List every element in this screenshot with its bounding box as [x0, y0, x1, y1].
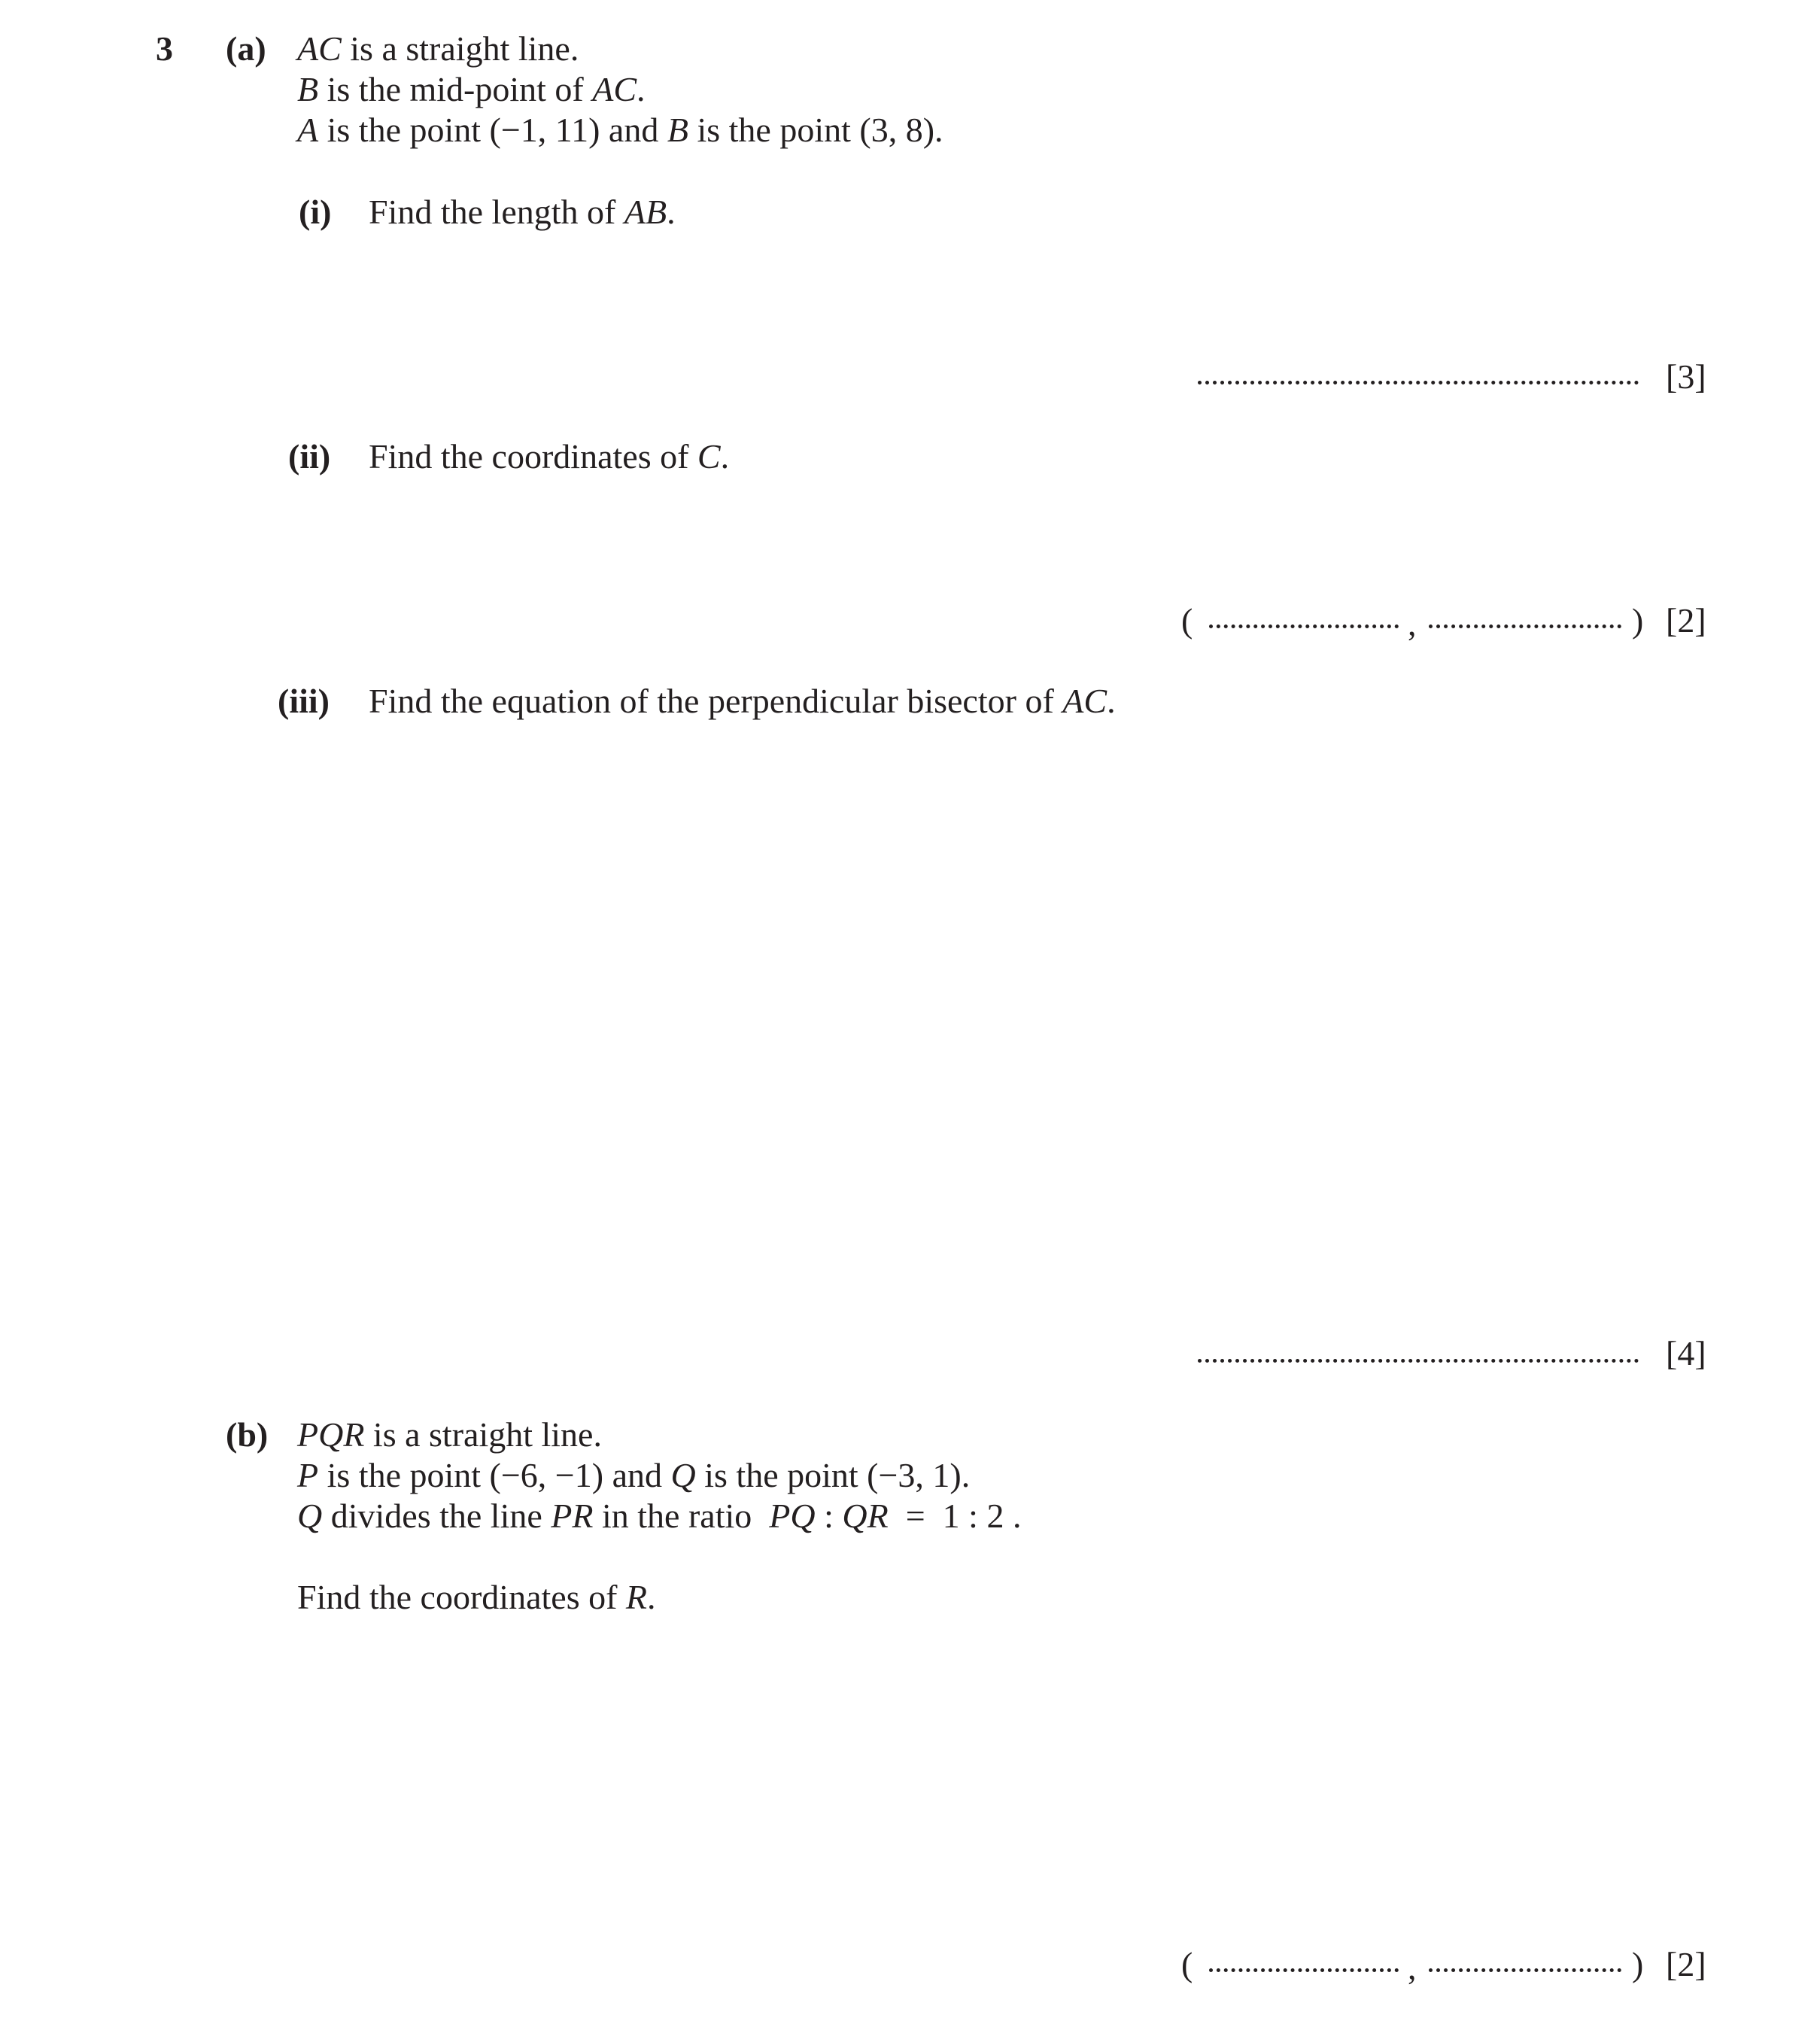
open-paren-ii: ( [1181, 601, 1193, 640]
subpart-iii-text: Find the equation of the perpendicular bisector of AC. [369, 682, 1116, 720]
marks-iii: [4] [1666, 1334, 1706, 1372]
subpart-i-text: Find the length of AB. [369, 193, 676, 231]
marks-ii: [2] [1666, 601, 1706, 640]
open-paren-b: ( [1181, 1945, 1193, 1983]
subpart-i-label: (i) [299, 193, 332, 231]
part-a-line-1: AC is a straight line. [297, 29, 579, 68]
subpart-ii-label: (ii) [288, 437, 331, 476]
answer-y-b[interactable] [1429, 1968, 1621, 1972]
part-b-line-2: P is the point (−6, −1) and Q is the point (−3, 1). [297, 1456, 971, 1494]
answer-y-ii[interactable] [1429, 625, 1621, 628]
answer-line-i[interactable] [1198, 381, 1639, 384]
marks-b: [2] [1666, 1945, 1706, 1983]
part-b-label: (b) [226, 1415, 269, 1454]
part-a-label: (a) [226, 29, 266, 68]
question-number: 3 [156, 29, 173, 68]
part-b-line-3: Q divides the line PR in the ratio PQ : QR = 1 : 2 . [297, 1497, 1022, 1535]
marks-i: [3] [1666, 357, 1706, 396]
close-paren-ii: ) [1632, 601, 1644, 640]
close-paren-b: ) [1632, 1945, 1644, 1983]
subpart-iii-label: (iii) [278, 682, 330, 720]
part-b-line-1: PQR is a straight line. [297, 1415, 602, 1454]
part-a-line-3: A is the point (−1, 11) and B is the point (3, 8). [297, 111, 943, 149]
answer-x-ii[interactable] [1209, 625, 1399, 628]
comma-b: , [1408, 1948, 1417, 1986]
part-a-line-2: B is the mid-point of AC. [297, 70, 646, 108]
answer-x-b[interactable] [1209, 1968, 1399, 1972]
subpart-ii-text: Find the coordinates of C. [369, 437, 730, 476]
part-b-line-4: Find the coordinates of R. [297, 1578, 656, 1616]
comma-ii: , [1408, 604, 1417, 643]
answer-line-iii[interactable] [1198, 1359, 1639, 1363]
